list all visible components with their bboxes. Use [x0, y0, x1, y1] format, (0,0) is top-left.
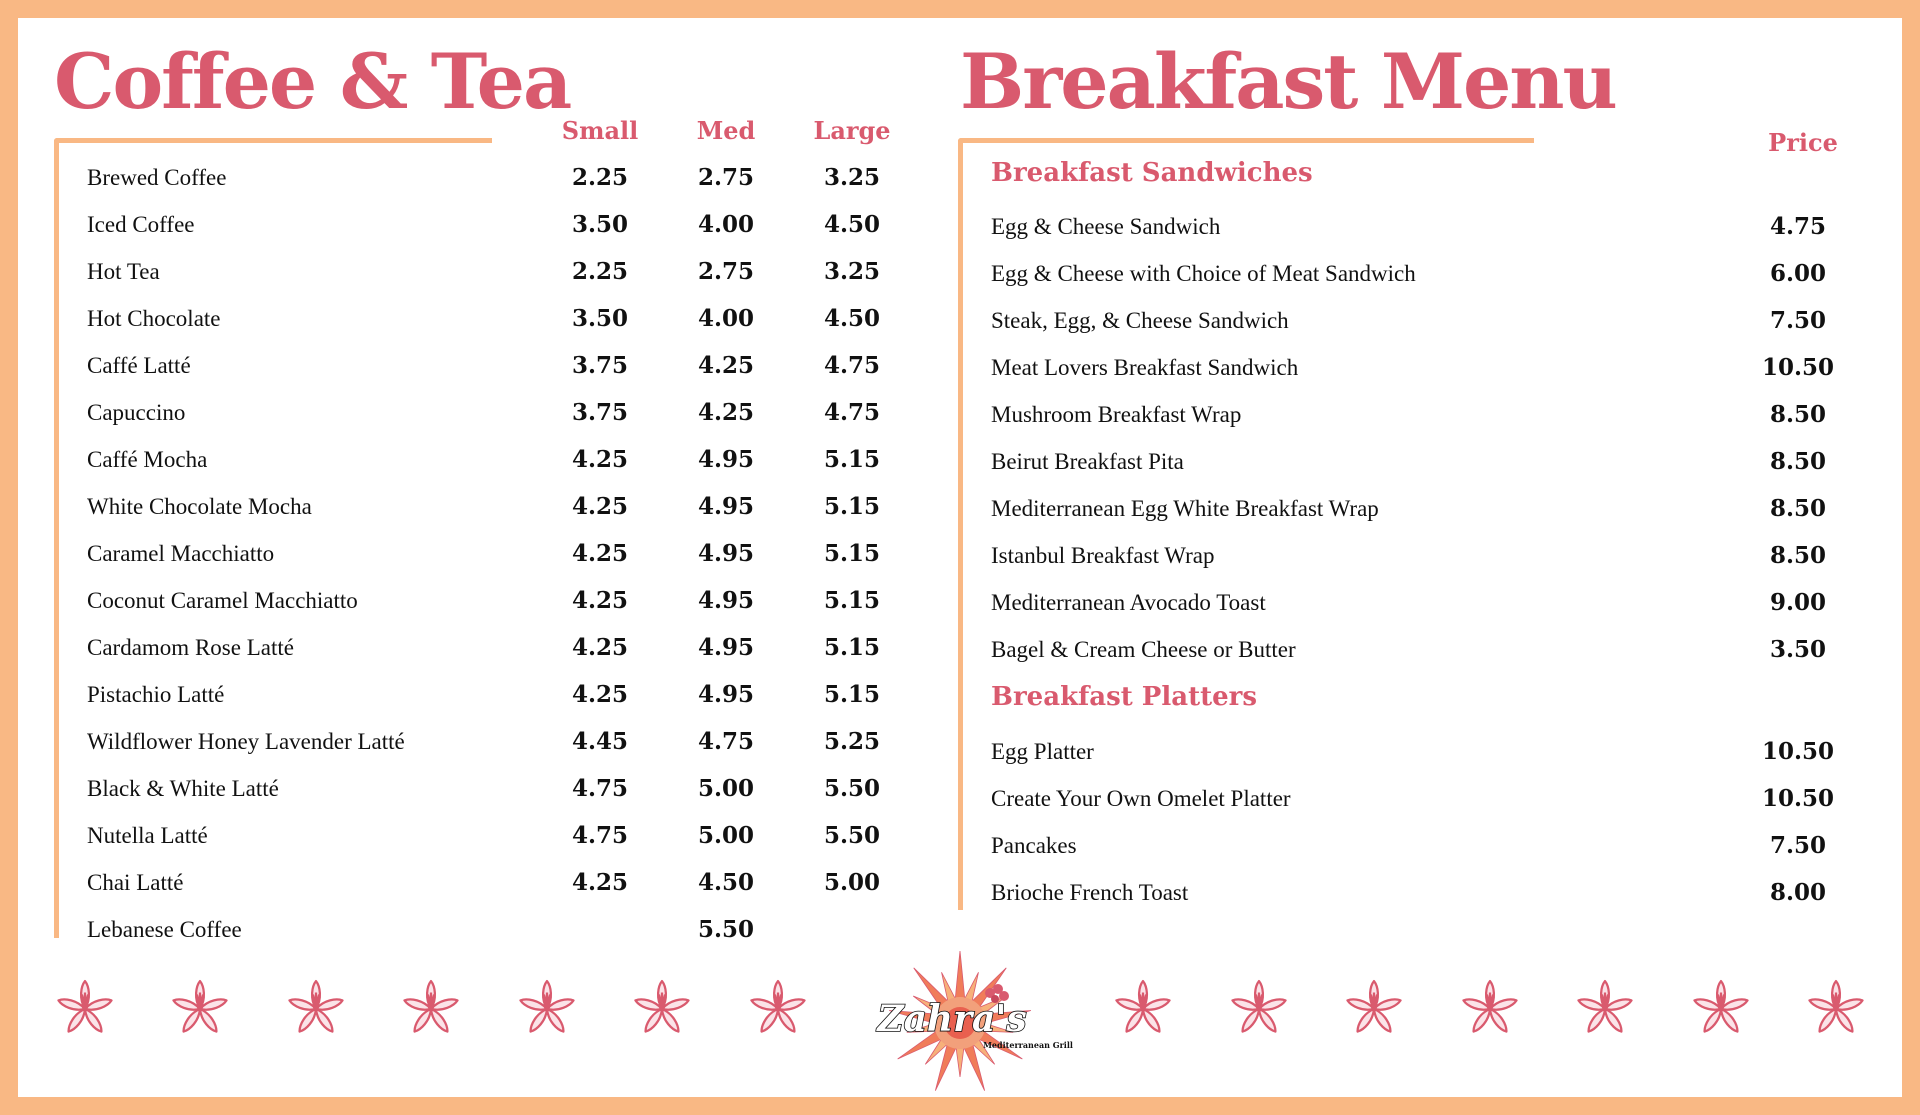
sandwich-price: 8.50	[1769, 542, 1827, 569]
coffee-price-small: 4.25	[571, 634, 629, 661]
coffee-price-med: 5.00	[697, 822, 755, 849]
lily-flower-icon	[1690, 978, 1752, 1040]
sandwich-row	[18, 203, 1902, 250]
coffee-item-name: Hot Tea	[87, 258, 160, 284]
lily-flower-icon	[1112, 978, 1174, 1040]
coffee-price-med: 4.95	[697, 540, 755, 567]
coffee-price-med: 4.95	[697, 634, 755, 661]
sandwich-row	[18, 579, 1902, 626]
sandwich-name: Egg & Cheese with Choice of Meat Sandwich	[991, 260, 1416, 286]
coffee-price-small: 4.25	[571, 540, 629, 567]
coffee-tea-title: Coffee & Tea	[54, 37, 571, 126]
coffee-price-small: 4.75	[571, 775, 629, 802]
coffee-item-name: Chai Latté	[87, 869, 184, 895]
breakfast-menu-title: Breakfast Menu	[960, 37, 1616, 126]
coffee-price-med: 4.95	[697, 446, 755, 473]
sandwich-price: 9.00	[1769, 589, 1827, 616]
coffee-price-large: 3.25	[823, 164, 881, 191]
coffee-price-small: 3.75	[571, 352, 629, 379]
platter-name: Brioche French Toast	[991, 879, 1189, 905]
coffee-price-small: 4.25	[571, 493, 629, 520]
menu-board	[18, 18, 1902, 1097]
coffee-item-name: White Chocolate Mocha	[87, 493, 312, 519]
lily-flower-icon	[1574, 978, 1636, 1040]
coffee-price-med: 5.50	[697, 916, 755, 943]
coffee-price-med: 4.00	[697, 305, 755, 332]
coffee-price-small: 4.25	[571, 869, 629, 896]
logo-sun-icon	[870, 948, 1080, 1098]
coffee-item-name: Caffé Latté	[87, 352, 191, 378]
coffee-item-name: Brewed Coffee	[87, 164, 227, 190]
med-header: Med	[696, 116, 756, 145]
sandwich-name: Egg & Cheese Sandwich	[991, 213, 1221, 239]
sandwiches-heading: Breakfast Sandwiches	[991, 158, 1313, 188]
coffee-price-med: 5.00	[697, 775, 755, 802]
coffee-price-large: 4.50	[823, 211, 881, 238]
sandwich-row	[18, 297, 1902, 344]
coffee-price-small: 2.25	[571, 164, 629, 191]
sandwich-name: Mushroom Breakfast Wrap	[991, 401, 1242, 427]
coffee-item-name: Cardamom Rose Latté	[87, 634, 294, 660]
coffee-price-large: 5.50	[823, 775, 881, 802]
platter-row	[18, 822, 1902, 869]
sandwich-price: 7.50	[1769, 307, 1827, 334]
coffee-price-large: 4.50	[823, 305, 881, 332]
coffee-price-large: 5.15	[823, 634, 881, 661]
platter-name: Create Your Own Omelet Platter	[991, 785, 1291, 811]
platter-row	[18, 869, 1902, 916]
lily-flower-icon	[54, 978, 116, 1040]
sandwich-name: Steak, Egg, & Cheese Sandwich	[991, 307, 1289, 333]
logo-wordmark: Zahra's	[877, 998, 1027, 1040]
coffee-price-small: 4.25	[571, 587, 629, 614]
sandwich-price: 8.50	[1769, 448, 1827, 475]
coffee-price-large: 5.00	[823, 869, 881, 896]
lily-flower-icon	[285, 978, 347, 1040]
sandwich-row	[18, 626, 1902, 673]
coffee-item-name: Nutella Latté	[87, 822, 208, 848]
coffee-price-small: 2.25	[571, 258, 629, 285]
coffee-price-small: 3.50	[571, 211, 629, 238]
platter-name: Egg Platter	[991, 738, 1094, 764]
coffee-price-large: 3.25	[823, 258, 881, 285]
platter-name: Pancakes	[991, 832, 1077, 858]
coffee-price-small: 4.45	[571, 728, 629, 755]
lily-flower-icon	[1459, 978, 1521, 1040]
sandwich-name: Istanbul Breakfast Wrap	[991, 542, 1215, 568]
coffee-price-large: 5.50	[823, 822, 881, 849]
sandwich-name: Mediterranean Egg White Breakfast Wrap	[991, 495, 1379, 521]
zahras-logo	[870, 948, 1080, 1098]
coffee-row	[18, 154, 918, 201]
sandwich-name: Meat Lovers Breakfast Sandwich	[991, 354, 1299, 380]
small-header: Small	[561, 116, 639, 145]
coffee-price-med: 4.50	[697, 869, 755, 896]
sandwich-price: 8.50	[1769, 495, 1827, 522]
lily-flower-icon	[631, 978, 693, 1040]
sandwich-price: 8.50	[1769, 401, 1827, 428]
platter-price: 10.50	[1761, 738, 1835, 765]
coffee-price-med: 4.25	[697, 352, 755, 379]
sandwich-price: 10.50	[1761, 354, 1835, 381]
coffee-price-small: 3.75	[571, 399, 629, 426]
coffee-price-large: 5.15	[823, 493, 881, 520]
lily-flower-icon	[1228, 978, 1290, 1040]
logo-tagline: Mediterranean Grill	[983, 1040, 1073, 1050]
coffee-item-name: Pistachio Latté	[87, 681, 225, 707]
sandwich-price: 3.50	[1769, 636, 1827, 663]
sandwich-price: 4.75	[1769, 213, 1827, 240]
sandwich-row	[18, 485, 1902, 532]
sandwich-row	[18, 250, 1902, 297]
sandwich-price: 6.00	[1769, 260, 1827, 287]
coffee-price-small: 4.75	[571, 822, 629, 849]
coffee-price-small: 4.25	[571, 446, 629, 473]
coffee-item-name: Lebanese Coffee	[87, 916, 242, 942]
lily-flower-icon	[516, 978, 578, 1040]
coffee-item-name: Caramel Macchiatto	[87, 540, 275, 566]
coffee-item-name: Caffé Mocha	[87, 446, 208, 472]
coffee-price-small: 4.25	[571, 681, 629, 708]
coffee-item-name: Capuccino	[87, 399, 186, 425]
platter-price: 8.00	[1769, 879, 1827, 906]
sandwich-row	[18, 438, 1902, 485]
price-header: Price	[1768, 128, 1838, 157]
coffee-price-large: 5.15	[823, 681, 881, 708]
coffee-price-large: 5.15	[823, 587, 881, 614]
coffee-price-large: 4.75	[823, 352, 881, 379]
lily-flower-icon	[169, 978, 231, 1040]
coffee-price-med: 4.95	[697, 681, 755, 708]
platter-price: 10.50	[1761, 785, 1835, 812]
platter-price: 7.50	[1769, 832, 1827, 859]
coffee-price-large: 4.75	[823, 399, 881, 426]
coffee-price-med: 4.25	[697, 399, 755, 426]
coffee-item-name: Iced Coffee	[87, 211, 195, 237]
coffee-price-large: 5.25	[823, 728, 881, 755]
coffee-item-name: Wildflower Honey Lavender Latté	[87, 728, 405, 754]
platters-heading: Breakfast Platters	[991, 682, 1257, 712]
coffee-price-med: 4.95	[697, 587, 755, 614]
large-header: Large	[813, 116, 891, 145]
lily-flower-icon	[400, 978, 462, 1040]
lily-flower-icon	[1343, 978, 1405, 1040]
coffee-item-name: Hot Chocolate	[87, 305, 221, 331]
coffee-item-name: Black & White Latté	[87, 775, 279, 801]
coffee-price-med: 4.95	[697, 493, 755, 520]
coffee-row	[18, 671, 918, 718]
sandwich-row	[18, 532, 1902, 579]
coffee-price-med: 2.75	[697, 258, 755, 285]
sandwich-name: Mediterranean Avocado Toast	[991, 589, 1266, 615]
platter-row	[18, 728, 1902, 775]
coffee-price-med: 2.75	[697, 164, 755, 191]
platter-row	[18, 775, 1902, 822]
coffee-price-med: 4.00	[697, 211, 755, 238]
coffee-price-med: 4.75	[697, 728, 755, 755]
lily-flower-icon	[1805, 978, 1867, 1040]
coffee-price-small: 3.50	[571, 305, 629, 332]
coffee-price-large: 5.15	[823, 540, 881, 567]
sandwich-name: Beirut Breakfast Pita	[991, 448, 1184, 474]
sandwich-name: Bagel & Cream Cheese or Butter	[991, 636, 1296, 662]
coffee-price-large: 5.15	[823, 446, 881, 473]
sandwich-row	[18, 391, 1902, 438]
lily-flower-icon	[747, 978, 809, 1040]
sandwich-row	[18, 344, 1902, 391]
coffee-item-name: Coconut Caramel Macchiatto	[87, 587, 358, 613]
